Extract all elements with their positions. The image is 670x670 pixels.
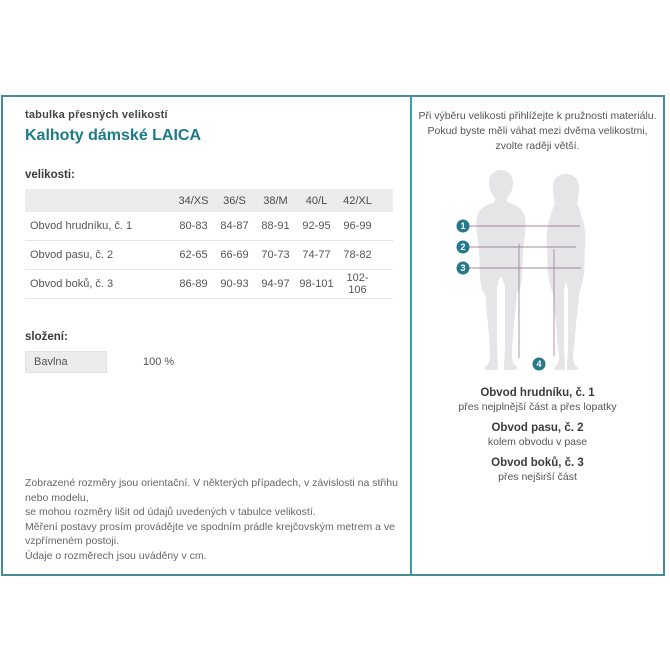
- size-value: 78-82: [337, 241, 378, 270]
- size-value: 86-89: [173, 270, 214, 299]
- legend-item: [412, 422, 663, 448]
- sizing-advice: [412, 109, 663, 154]
- size-table: [25, 189, 393, 299]
- size-table-section: [3, 97, 412, 574]
- material-name: Bavlna: [25, 351, 107, 373]
- size-chart-panel: [1, 95, 665, 576]
- sizing-advice-line: Pokud byste měli váhat mezi dvěma velikostmi,: [427, 125, 648, 137]
- measurement-legend: [412, 387, 663, 483]
- size-value: 80-83: [173, 212, 214, 241]
- marker-4-number: 4: [535, 359, 542, 369]
- sizing-advice-line: Při výběru velikosti přihlížejte k pružnosti materiálu.: [418, 110, 657, 122]
- size-table-corner-cell: [25, 189, 173, 212]
- size-value: 66-69: [214, 241, 255, 270]
- composition-row: [25, 351, 410, 373]
- row-label: Obvod hrudníku, č. 1: [25, 212, 173, 241]
- size-value: 74-77: [296, 241, 337, 270]
- size-value: 96-99: [337, 212, 378, 241]
- size-column-header: 42/XL: [337, 189, 378, 212]
- size-column-header: 38/M: [255, 189, 296, 212]
- sizes-label: velikosti:: [25, 169, 75, 181]
- material-percent: 100 %: [143, 356, 175, 368]
- eyebrow-label: tabulka přesných velikostí: [25, 109, 168, 121]
- legend-item-desc: kolem obvodu v pase: [487, 436, 588, 448]
- size-column-header: 40/L: [296, 189, 337, 212]
- male-silhouette: [476, 170, 525, 370]
- legend-item-desc: přes nejplnější část a přes lopatky: [458, 401, 617, 413]
- footnote-line: Měření postavy prosím provádějte ve spodním prádle krejčovským metrem a ve vzpřímeném postoji.: [25, 520, 395, 547]
- table-row: [25, 270, 393, 299]
- legend-item-desc: přes nejširší část: [498, 471, 577, 483]
- legend-item-title: Obvod boků, č. 3: [491, 457, 584, 469]
- size-value: 98-101: [296, 270, 337, 299]
- female-silhouette: [546, 174, 585, 370]
- size-value: 102-106: [337, 270, 378, 299]
- marker-3-number: 3: [459, 263, 466, 273]
- size-value: 90-93: [214, 270, 255, 299]
- sizing-advice-line: zvolte raději větší.: [495, 140, 580, 152]
- size-header-spacer: [378, 189, 393, 212]
- size-value: 92-95: [296, 212, 337, 241]
- legend-item-title: Obvod hrudníku, č. 1: [480, 387, 595, 399]
- size-column-header: 36/S: [214, 189, 255, 212]
- size-value: 94-97: [255, 270, 296, 299]
- size-value: 70-73: [255, 241, 296, 270]
- size-column-header: 34/XS: [173, 189, 214, 212]
- measurement-guide-section: [412, 97, 663, 574]
- size-value: 88-91: [255, 212, 296, 241]
- footnote-line: Zobrazené rozměry jsou orientační. V některých případech, v závislosti na střihu nebo modelu,: [25, 477, 398, 504]
- body-silhouettes-diagram: [428, 166, 648, 378]
- product-title: Kalhoty dámské LAICA: [25, 127, 202, 144]
- table-row: [25, 241, 393, 270]
- size-value: 84-87: [214, 212, 255, 241]
- footnote: [25, 476, 410, 563]
- size-value: 62-65: [173, 241, 214, 270]
- row-label: Obvod pasu, č. 2: [25, 241, 173, 270]
- footnote-line: se mohou rozměry lišit od údajů uvedených v tabulce velikostí.: [25, 506, 316, 518]
- size-table-header-row: [25, 189, 393, 212]
- legend-item: [412, 457, 663, 483]
- measurement-figure: [428, 166, 648, 378]
- legend-item-title: Obvod pasu, č. 2: [491, 422, 584, 434]
- table-row: [25, 212, 393, 241]
- marker-1-number: 1: [459, 221, 466, 231]
- row-label: Obvod boků, č. 3: [25, 270, 173, 299]
- marker-2-number: 2: [459, 242, 466, 252]
- footnote-line: Údaje o rozměrech jsou uváděny v cm.: [25, 549, 207, 562]
- composition-label: složení:: [25, 331, 68, 343]
- legend-item: [412, 387, 663, 413]
